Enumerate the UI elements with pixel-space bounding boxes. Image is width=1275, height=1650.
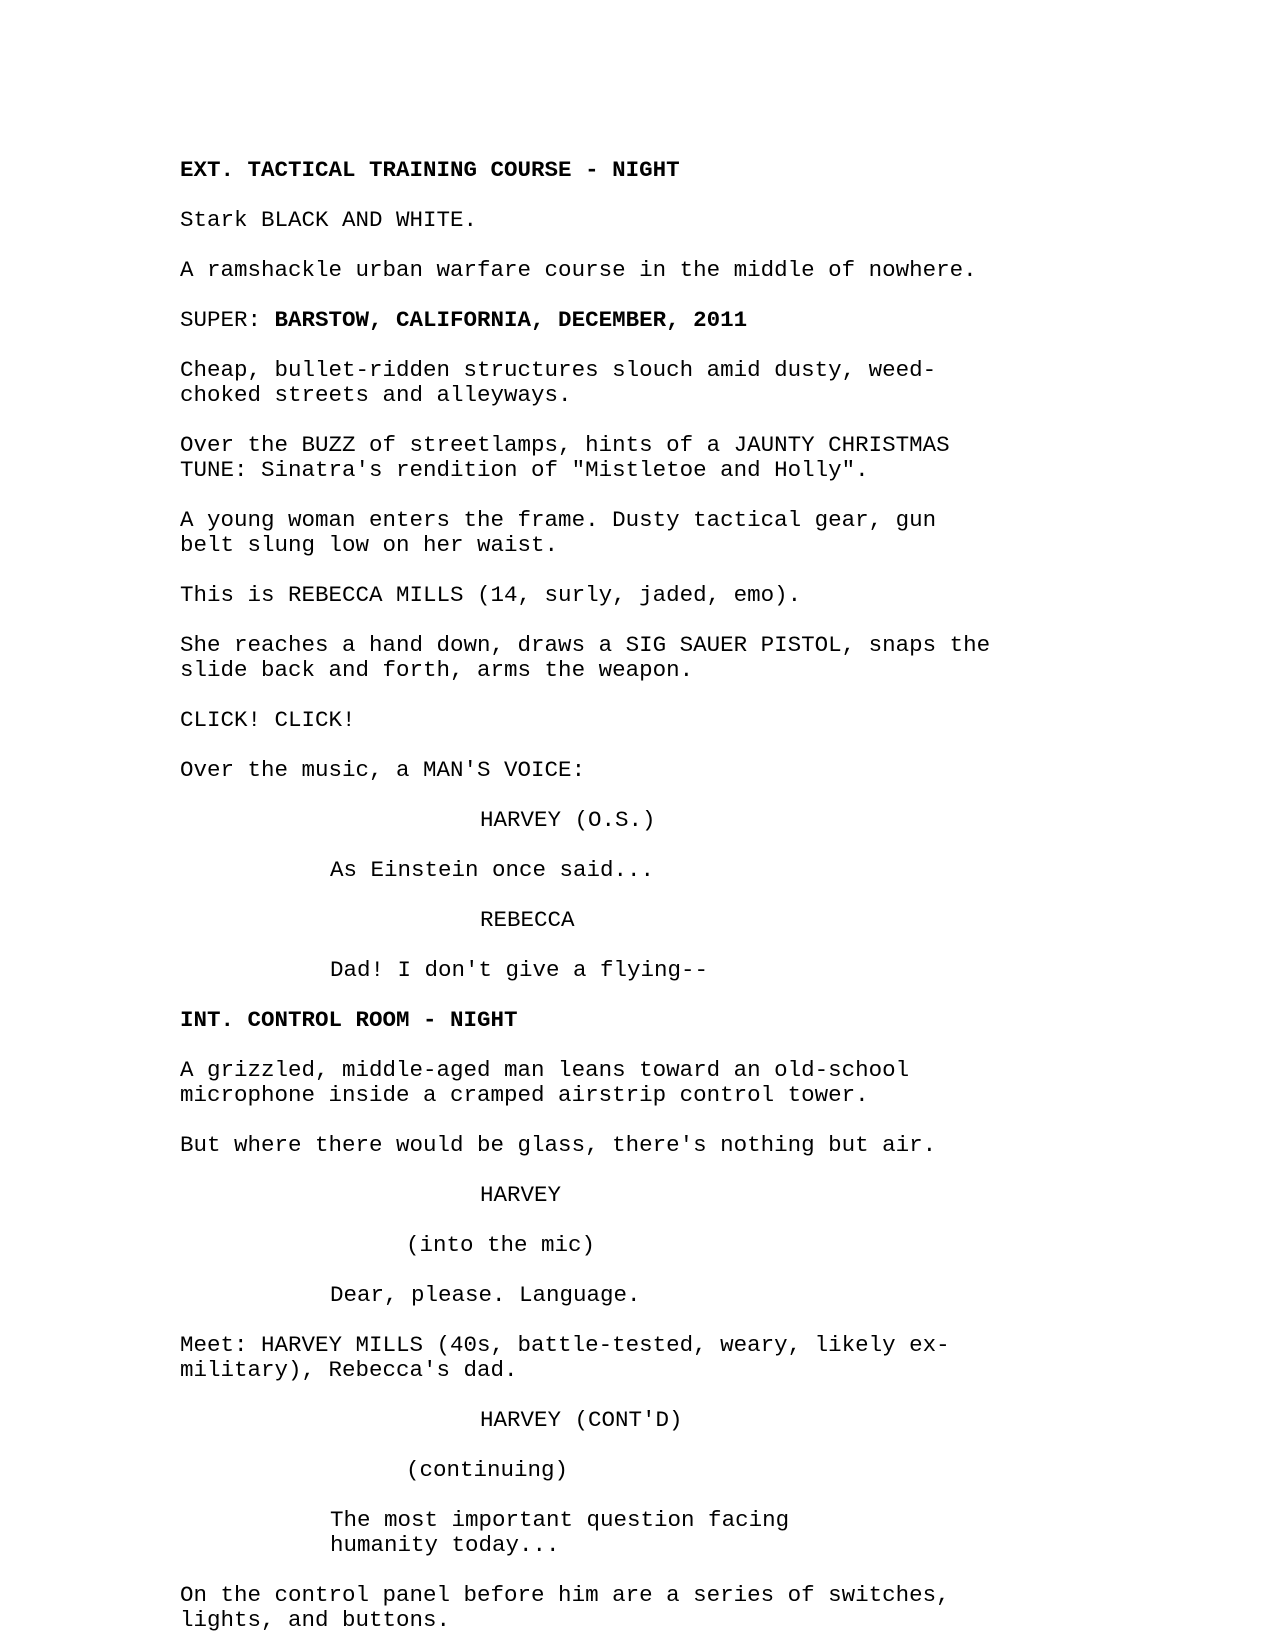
action-line: A grizzled, middle-aged man leans toward an old-school microphone inside a cramped airstrip control tower. bbox=[180, 1057, 910, 1108]
action-line: CLICK! CLICK! bbox=[180, 707, 356, 733]
parenthetical: (continuing) bbox=[406, 1457, 569, 1483]
dialogue-block bbox=[180, 908, 1100, 983]
scene-heading: INT. CONTROL ROOM - NIGHT bbox=[180, 1007, 518, 1033]
action-line: Cheap, bullet-ridden structures slouch amid dusty, weed- choked streets and alleyways. bbox=[180, 357, 937, 408]
super-line bbox=[180, 308, 1060, 333]
character-cue: HARVEY (CONT'D) bbox=[480, 1407, 683, 1433]
action-line: On the control panel before him are a series of switches, lights, and buttons. bbox=[180, 1582, 950, 1633]
dialogue-block bbox=[180, 1183, 1100, 1308]
dialogue-line: Dad! I don't give a flying-- bbox=[330, 957, 709, 983]
action-line: Stark BLACK AND WHITE. bbox=[180, 207, 478, 233]
character-cue: HARVEY bbox=[480, 1182, 562, 1208]
parenthetical: (into the mic) bbox=[406, 1232, 596, 1258]
screenplay-body bbox=[180, 158, 1100, 1633]
dialogue-block bbox=[180, 808, 1100, 883]
action-line: A young woman enters the frame. Dusty tactical gear, gun belt slung low on her waist. bbox=[180, 507, 937, 558]
dialogue-line: Dear, please. Language. bbox=[330, 1282, 641, 1308]
character-cue: HARVEY (O.S.) bbox=[480, 807, 656, 833]
dialogue-line: As Einstein once said... bbox=[330, 857, 655, 883]
character-cue: REBECCA bbox=[480, 907, 575, 933]
action-line: Meet: HARVEY MILLS (40s, battle-tested, weary, likely ex- military), Rebecca's dad. bbox=[180, 1332, 950, 1383]
action-line: But where there would be glass, there's nothing but air. bbox=[180, 1132, 937, 1158]
action-line: Over the music, a MAN'S VOICE: bbox=[180, 757, 586, 783]
super-prefix: SUPER: bbox=[180, 307, 275, 333]
dialogue-block bbox=[180, 1408, 1100, 1558]
super-text: BARSTOW, CALIFORNIA, DECEMBER, 2011 bbox=[274, 307, 748, 333]
scene-heading: EXT. TACTICAL TRAINING COURSE - NIGHT bbox=[180, 157, 680, 183]
action-line: A ramshackle urban warfare course in the middle of nowhere. bbox=[180, 257, 977, 283]
action-line: She reaches a hand down, draws a SIG SAUER PISTOL, snaps the slide back and forth, arms the weapon. bbox=[180, 632, 991, 683]
dialogue-line: The most important question facing humanity today... bbox=[330, 1507, 790, 1558]
action-line: This is REBECCA MILLS (14, surly, jaded, emo). bbox=[180, 582, 802, 608]
action-line: Over the BUZZ of streetlamps, hints of a JAUNTY CHRISTMAS TUNE: Sinatra's rendition of "Mistletoe and Holly". bbox=[180, 432, 950, 483]
